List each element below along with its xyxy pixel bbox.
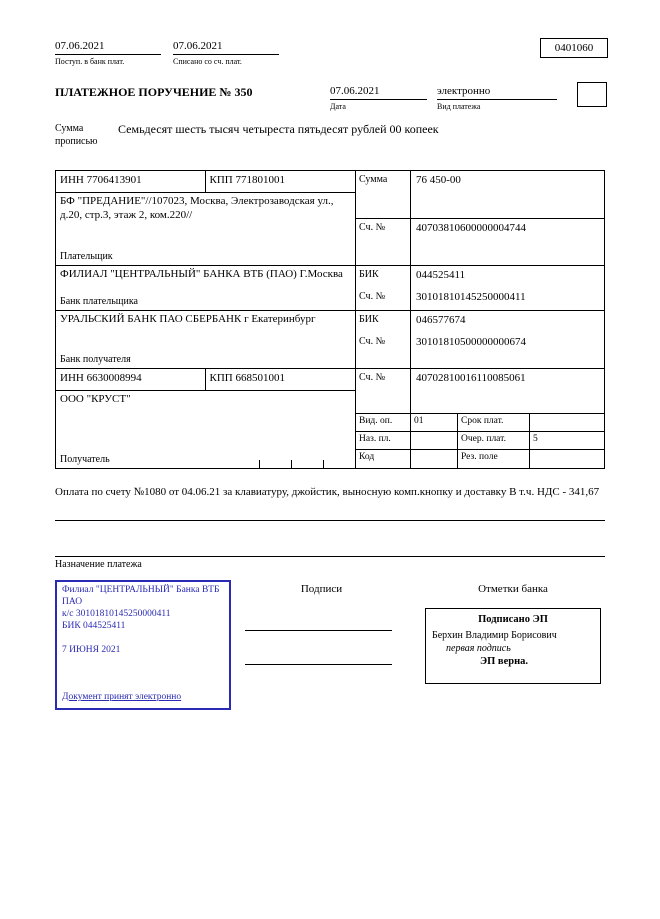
signatures-label: Подписи: [300, 583, 343, 595]
payee-bank-name-text: УРАЛЬСКИЙ БАНК ПАО СБЕРБАНК г Екатеринбург: [60, 313, 316, 325]
payee-bank-account-label: Сч. №: [356, 333, 411, 368]
esignature-title: Подписано ЭП: [478, 614, 548, 625]
esignature-verdict: ЭП верна.: [480, 655, 529, 667]
payee-account-value: 40702810016110085061: [416, 372, 526, 384]
ocher-plat-label: Очер. плат.: [458, 432, 530, 449]
payer-bank-bik-value: 044525411: [416, 269, 466, 281]
payee-section-label: Получатель: [60, 453, 110, 465]
naz-pl-label: Наз. пл.: [356, 432, 411, 449]
srok-plat-label: Срок плат.: [458, 414, 530, 431]
payee-bank-bik-value: 046577674: [416, 314, 466, 326]
document-date-value: 07.06.2021: [330, 85, 427, 100]
amount-row: [356, 171, 604, 219]
payer-bank-name-cell: [56, 266, 355, 311]
payer-bank-account-value: 30101810145250000411: [416, 291, 526, 303]
payer-kpp-cell: КПП 771801001: [209, 174, 285, 186]
rez-pole-label: Рез. поле: [458, 450, 530, 468]
column-tick: [259, 460, 260, 468]
payee-bank-account-row: [356, 333, 604, 369]
signature-line-2: [245, 664, 392, 665]
vid-op-value: 01: [411, 414, 458, 431]
payer-bank-section-label: Банк плательщика: [60, 295, 138, 307]
kod-value: [411, 450, 458, 468]
received-date-value: 07.06.2021: [55, 40, 161, 55]
payer-name-text: БФ "ПРЕДАНИЕ"//107023, Москва, Электрозаводская ул., д.20, стр.3, этаж 2, ком.220//: [60, 195, 334, 221]
stamp-corr-account: к/с 30101810145250000411: [62, 608, 171, 619]
stamp-bik: БИК 044525411: [62, 620, 126, 631]
signature-line-1: [245, 630, 392, 631]
payment-kind-field: [437, 85, 557, 111]
requisites-left-column: [56, 171, 356, 468]
requisites-table: [55, 170, 605, 469]
srok-plat-value: [530, 414, 604, 431]
vid-op-row: [356, 414, 604, 432]
payer-bank-bik-row: [356, 266, 604, 288]
payer-bank-account-label: Сч. №: [356, 288, 411, 310]
payee-name-text: ООО "КРУСТ": [60, 393, 131, 405]
payee-account-label: Сч. №: [356, 369, 411, 413]
payee-bank-bik-row: [356, 311, 604, 333]
payer-account-value: 40703810600000004744: [416, 222, 526, 234]
payer-account-label: Сч. №: [356, 219, 411, 265]
payer-inn-kpp-row: [56, 171, 355, 193]
amount-label: Сумма: [356, 171, 411, 218]
esignature-role: первая подпись: [446, 642, 511, 654]
received-date-field: [55, 40, 161, 66]
kod-label: Код: [356, 450, 411, 468]
stamp-note: Документ принят электронно: [62, 692, 182, 703]
amount-in-words-value: Семьдесят шесть тысяч четыреста пятьдесят рублей 00 копеек: [118, 122, 439, 136]
purpose-text: Оплата по счету №1080 от 04.06.21 за клавиатуру, джойстик, выносную комп.кнопку и доставку В т.ч. НДС - 341,67: [55, 484, 605, 521]
stamp-date: 7 ИЮНЯ 2021: [62, 644, 121, 655]
payee-inn-cell: ИНН 6630008994: [56, 369, 206, 390]
document-date-field: [330, 85, 427, 111]
payee-bank-name-cell: [56, 311, 355, 369]
payer-account-row: [356, 219, 604, 266]
column-tick: [291, 460, 292, 468]
kod-row: [356, 450, 604, 468]
purpose-section: [55, 484, 605, 570]
esignature-signer: Берхин Владимир Борисович: [432, 629, 557, 641]
status-checkbox: [577, 82, 607, 107]
bank-stamp: [55, 580, 231, 710]
column-tick: [323, 460, 324, 468]
payee-kpp-cell: КПП 668501001: [209, 372, 285, 384]
requisites-right-column: [356, 171, 604, 468]
payer-name-cell: [56, 193, 355, 266]
debited-date-value: 07.06.2021: [173, 40, 279, 55]
payer-bank-bik-label: БИК: [356, 266, 411, 288]
payee-name-cell: [56, 391, 355, 468]
purpose-blank-line: [55, 521, 605, 557]
purpose-label: Назначение платежа: [55, 559, 142, 570]
amount-value: 76 450-00: [416, 174, 461, 186]
payment-kind-value: электронно: [437, 85, 557, 100]
ocher-plat-value: 5: [533, 434, 538, 444]
payment-kind-label: Вид платежа: [437, 102, 481, 111]
payer-section-label: Плательщик: [60, 250, 113, 262]
form-code-box: 0401060: [540, 38, 608, 58]
payee-bank-account-value: 30101810500000000674: [416, 336, 526, 348]
vid-op-label: Вид. оп.: [356, 414, 411, 431]
rez-pole-value: [530, 450, 604, 468]
document-title: ПЛАТЕЖНОЕ ПОРУЧЕНИЕ № 350: [55, 85, 253, 99]
payer-bank-name-text: ФИЛИАЛ "ЦЕНТРАЛЬНЫЙ" БАНКА ВТБ (ПАО) Г.Москва: [60, 268, 343, 280]
bank-marks-label: Отметки банка: [478, 583, 548, 595]
naz-pl-row: [356, 432, 604, 450]
payee-bank-section-label: Банк получателя: [60, 353, 131, 365]
stamp-bank-name: Филиал "ЦЕНТРАЛЬНЫЙ" Банка ВТБ ПАО: [62, 585, 220, 607]
document-date-label: Дата: [330, 102, 346, 111]
payer-inn-cell: ИНН 7706413901: [56, 171, 206, 192]
received-date-label: Поступ. в банк плат.: [55, 57, 125, 66]
payee-bank-bik-label: БИК: [356, 311, 411, 333]
naz-pl-value: [411, 432, 458, 449]
esignature-box: [425, 608, 601, 684]
debited-date-label: Списано со сч. плат.: [173, 57, 242, 66]
payee-inn-kpp-row: [56, 369, 355, 391]
payer-bank-account-row: [356, 288, 604, 311]
payee-account-row: [356, 369, 604, 414]
debited-date-field: [173, 40, 279, 66]
amount-in-words-label: Сумма прописью: [55, 123, 98, 147]
